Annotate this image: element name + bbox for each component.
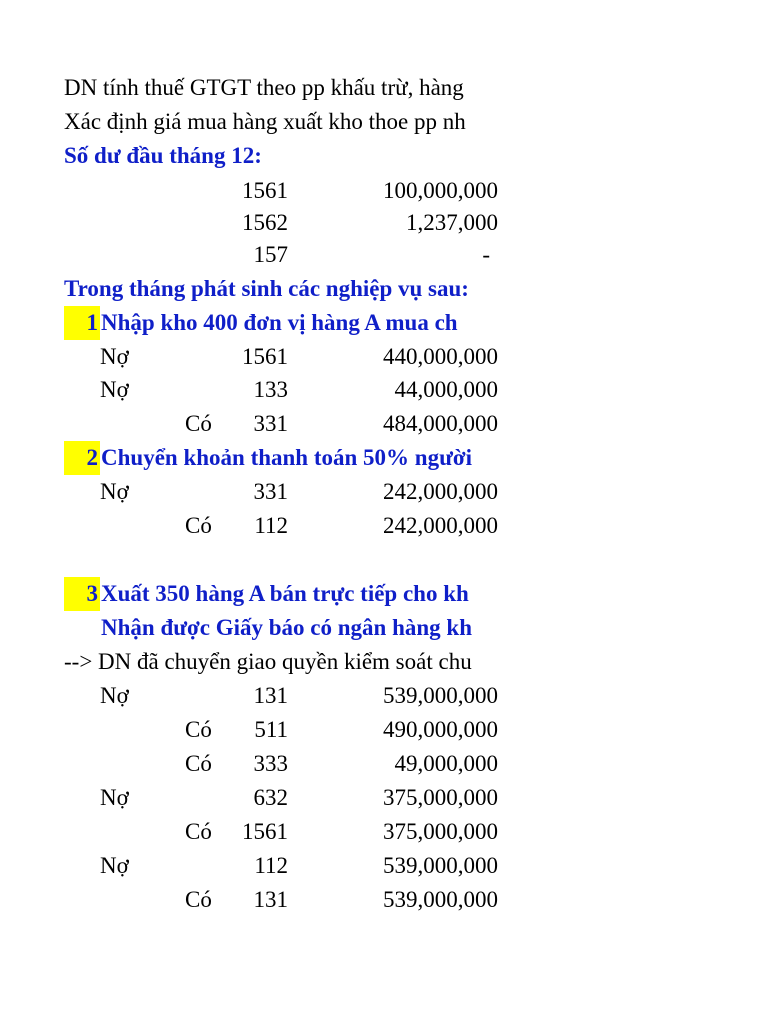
tx3-account[interactable]: 632: [253, 785, 288, 810]
tx2-account[interactable]: 112: [254, 513, 288, 538]
tx1-amount[interactable]: 484,000,000: [383, 411, 498, 436]
tx1-account[interactable]: 133: [253, 377, 288, 402]
tx2-number[interactable]: 2: [64, 441, 100, 475]
tx1-account[interactable]: 1561: [242, 344, 288, 369]
tx3-side[interactable]: Có: [185, 819, 212, 844]
tx3-note[interactable]: --> DN đã chuyển giao quyền kiểm soát chu: [64, 649, 472, 674]
tx1-amount[interactable]: 440,000,000: [383, 344, 498, 369]
tx1-side[interactable]: Có: [185, 411, 212, 436]
opening-balance-heading[interactable]: Số dư đầu tháng 12:: [64, 143, 262, 168]
tx3-side[interactable]: Nợ: [100, 683, 129, 708]
tx3-side[interactable]: Nợ: [100, 853, 129, 878]
opening-account[interactable]: 1562: [242, 210, 288, 235]
tx1-side[interactable]: Nợ: [100, 377, 129, 402]
tx2-account[interactable]: 331: [253, 479, 288, 504]
opening-amount[interactable]: 1,237,000: [406, 210, 498, 235]
tx3-amount[interactable]: 539,000,000: [383, 887, 498, 912]
tx3-amount[interactable]: 375,000,000: [383, 785, 498, 810]
tx3-side[interactable]: Có: [185, 887, 212, 912]
intro-line-2[interactable]: Xác định giá mua hàng xuất kho thoe pp nh: [64, 109, 466, 134]
intro-line-1[interactable]: DN tính thuế GTGT theo pp khấu trừ, hàng: [64, 75, 464, 100]
tx1-title[interactable]: Nhập kho 400 đơn vị hàng A mua ch: [101, 310, 458, 335]
tx3-number[interactable]: 3: [64, 577, 100, 611]
tx2-side[interactable]: Nợ: [100, 479, 129, 504]
tx3-account[interactable]: 333: [253, 751, 288, 776]
opening-account[interactable]: 157: [253, 242, 288, 267]
opening-account[interactable]: 1561: [242, 178, 288, 203]
tx3-side[interactable]: Có: [185, 751, 212, 776]
tx3-amount[interactable]: 49,000,000: [394, 751, 498, 776]
tx3-amount[interactable]: 539,000,000: [383, 853, 498, 878]
tx3-amount[interactable]: 375,000,000: [383, 819, 498, 844]
tx1-number[interactable]: 1: [64, 306, 100, 340]
tx3-side[interactable]: Nợ: [100, 785, 129, 810]
tx2-amount[interactable]: 242,000,000: [383, 513, 498, 538]
tx1-amount[interactable]: 44,000,000: [394, 377, 498, 402]
tx3-title[interactable]: Xuất 350 hàng A bán trực tiếp cho kh: [101, 581, 469, 606]
period-heading[interactable]: Trong tháng phát sinh các nghiệp vụ sau:: [64, 276, 469, 301]
tx2-side[interactable]: Có: [185, 513, 212, 538]
tx3-account[interactable]: 511: [254, 717, 288, 742]
tx3-account[interactable]: 112: [254, 853, 288, 878]
tx3-account[interactable]: 131: [253, 887, 288, 912]
tx3-side[interactable]: Có: [185, 717, 212, 742]
tx2-title[interactable]: Chuyển khoản thanh toán 50% người: [101, 445, 473, 470]
tx3-account[interactable]: 131: [253, 683, 288, 708]
tx1-account[interactable]: 331: [253, 411, 288, 436]
tx3-account[interactable]: 1561: [242, 819, 288, 844]
tx3-title-2[interactable]: Nhận được Giấy báo có ngân hàng kh: [101, 615, 473, 640]
tx1-side[interactable]: Nợ: [100, 344, 129, 369]
tx2-amount[interactable]: 242,000,000: [383, 479, 498, 504]
tx3-amount[interactable]: 490,000,000: [383, 717, 498, 742]
tx3-amount[interactable]: 539,000,000: [383, 683, 498, 708]
opening-amount[interactable]: 100,000,000: [383, 178, 498, 203]
opening-amount[interactable]: -: [482, 242, 490, 267]
